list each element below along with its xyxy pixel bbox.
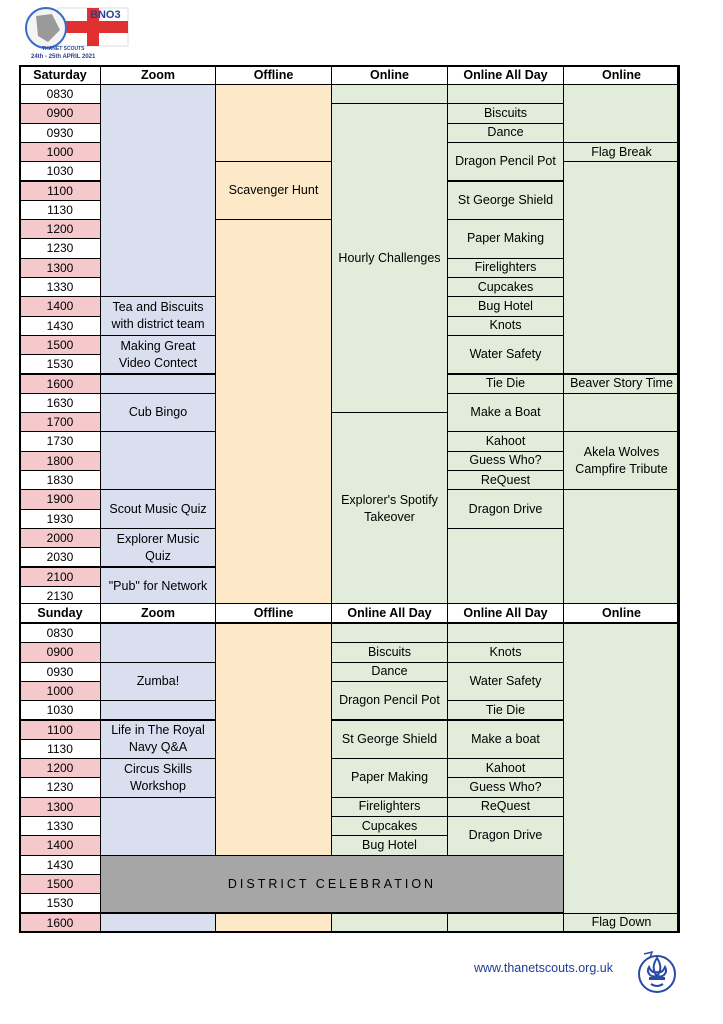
saturday-time-slot: 2000 — [19, 528, 101, 548]
saturday-activity-empty — [447, 84, 564, 104]
sunday-time-slot: 1100 — [19, 720, 101, 740]
saturday-activity-beaver-story-time: Beaver Story Time — [563, 374, 680, 394]
sunday-activity-empty — [331, 913, 448, 933]
sunday-time-slot: 1430 — [19, 855, 101, 875]
sunday-activity-empty — [100, 913, 216, 933]
sunday-header-0: Sunday — [19, 603, 101, 623]
sunday-activity-district-celebration: DISTRICT CELEBRATION — [100, 855, 564, 914]
saturday-activity-request: ReQuest — [447, 470, 564, 490]
saturday-activity-flag-break: Flag Break — [563, 142, 680, 162]
sunday-time-slot: 1000 — [19, 681, 101, 701]
sunday-header-1: Zoom — [100, 603, 216, 623]
saturday-activity-firelighters: Firelighters — [447, 258, 564, 278]
saturday-time-slot: 1400 — [19, 296, 101, 316]
sunday-activity-empty — [100, 797, 216, 856]
saturday-time-slot: 1130 — [19, 200, 101, 220]
sunday-time-slot: 0930 — [19, 662, 101, 682]
sunday-activity-dragon-drive: Dragon Drive — [447, 816, 564, 856]
sunday-time-slot: 1600 — [19, 913, 101, 933]
saturday-activity-tie-die: Tie Die — [447, 374, 564, 394]
saturday-time-slot: 2130 — [19, 586, 101, 606]
scout-fleur-de-lis-icon — [636, 946, 678, 996]
saturday-header-3: Online — [331, 65, 448, 85]
saturday-time-slot: 1700 — [19, 412, 101, 432]
saturday-time-slot: 0830 — [19, 84, 101, 104]
saturday-time-slot: 1600 — [19, 374, 101, 394]
sunday-activity-knots: Knots — [447, 642, 564, 662]
sunday-time-slot: 1030 — [19, 700, 101, 720]
saturday-activity-make-a-boat: Make a Boat — [447, 393, 564, 433]
saturday-time-slot: 1000 — [19, 142, 101, 162]
sunday-activity-zumba: Zumba! — [100, 662, 216, 702]
sunday-activity-cupcakes: Cupcakes — [331, 816, 448, 836]
saturday-time-slot: 1230 — [19, 238, 101, 258]
sunday-time-slot: 0900 — [19, 642, 101, 662]
saturday-activity-pub-for-network: "Pub" for Network — [100, 567, 216, 607]
sunday-activity-circus-skills-workshop: Circus Skills Workshop — [100, 758, 216, 798]
saturday-activity-cub-bingo: Cub Bingo — [100, 393, 216, 433]
sunday-activity-empty — [331, 623, 448, 643]
saturday-activity-dragon-pencil-pot: Dragon Pencil Pot — [447, 142, 564, 182]
sunday-time-slot: 1500 — [19, 874, 101, 894]
saturday-time-slot: 1030 — [19, 161, 101, 181]
saturday-activity-empty — [215, 84, 332, 162]
sunday-activity-empty — [215, 913, 332, 933]
saturday-time-slot: 1630 — [19, 393, 101, 413]
saturday-time-slot: 1500 — [19, 335, 101, 355]
saturday-time-slot: 1830 — [19, 470, 101, 490]
saturday-time-slot: 2030 — [19, 547, 101, 567]
saturday-header-5: Online — [563, 65, 680, 85]
saturday-time-slot: 1730 — [19, 431, 101, 451]
saturday-activity-empty — [563, 161, 680, 374]
saturday-activity-guess-who: Guess Who? — [447, 451, 564, 471]
sunday-time-slot: 1200 — [19, 758, 101, 778]
sunday-activity-flag-down: Flag Down — [563, 913, 680, 933]
sunday-activity-dragon-pencil-pot: Dragon Pencil Pot — [331, 681, 448, 721]
saturday-activity-explorer-s-spotify-takeover: Explorer's Spotify Takeover — [331, 412, 448, 606]
sunday-activity-empty — [563, 623, 680, 914]
saturday-activity-cupcakes: Cupcakes — [447, 277, 564, 297]
saturday-activity-empty — [563, 84, 680, 143]
saturday-activity-dance: Dance — [447, 123, 564, 143]
saturday-activity-hourly-challenges: Hourly Challenges — [331, 103, 448, 413]
saturday-activity-tea-and-biscuits-with-district-team: Tea and Biscuits with district team — [100, 296, 216, 336]
saturday-header-0: Saturday — [19, 65, 101, 85]
sunday-activity-water-safety: Water Safety — [447, 662, 564, 702]
sunday-time-slot: 1400 — [19, 835, 101, 855]
saturday-time-slot: 1430 — [19, 316, 101, 336]
sunday-activity-empty — [215, 623, 332, 856]
sunday-activity-biscuits: Biscuits — [331, 642, 448, 662]
saturday-activity-scout-music-quiz: Scout Music Quiz — [100, 489, 216, 529]
sunday-activity-make-a-boat: Make a boat — [447, 720, 564, 760]
sunday-activity-st-george-shield: St George Shield — [331, 720, 448, 760]
sunday-time-slot: 1300 — [19, 797, 101, 817]
sunday-time-slot: 1230 — [19, 777, 101, 797]
saturday-time-slot: 1100 — [19, 181, 101, 201]
saturday-activity-water-safety: Water Safety — [447, 335, 564, 375]
saturday-activity-empty — [331, 84, 448, 104]
sunday-header-3: Online All Day — [331, 603, 448, 623]
saturday-activity-dragon-drive: Dragon Drive — [447, 489, 564, 529]
saturday-activity-making-great-video-contect: Making Great Video Contect — [100, 335, 216, 375]
sunday-activity-empty — [447, 623, 564, 643]
saturday-header-4: Online All Day — [447, 65, 564, 85]
sunday-activity-empty — [100, 700, 216, 720]
sunday-activity-kahoot: Kahoot — [447, 758, 564, 778]
saturday-header-1: Zoom — [100, 65, 216, 85]
saturday-activity-st-george-shield: St George Shield — [447, 181, 564, 221]
sunday-activity-bug-hotel: Bug Hotel — [331, 835, 448, 855]
saturday-time-slot: 1900 — [19, 489, 101, 509]
saturday-time-slot: 1530 — [19, 354, 101, 374]
saturday-activity-kahoot: Kahoot — [447, 431, 564, 451]
logo-date: 24th - 25th APRIL 2021 — [31, 54, 96, 60]
sunday-header-5: Online — [563, 603, 680, 623]
sunday-header-4: Online All Day — [447, 603, 564, 623]
saturday-activity-bug-hotel: Bug Hotel — [447, 296, 564, 316]
sunday-activity-dance: Dance — [331, 662, 448, 682]
saturday-activity-biscuits: Biscuits — [447, 103, 564, 123]
sunday-activity-tie-die: Tie Die — [447, 700, 564, 720]
saturday-time-slot: 0900 — [19, 103, 101, 123]
sunday-activity-request: ReQuest — [447, 797, 564, 817]
saturday-time-slot: 1800 — [19, 451, 101, 471]
sunday-activity-empty — [447, 913, 564, 933]
saturday-activity-empty — [563, 489, 680, 606]
website-link[interactable]: www.thanetscouts.org.uk — [474, 961, 613, 975]
sunday-time-slot: 0830 — [19, 623, 101, 643]
sunday-activity-guess-who: Guess Who? — [447, 777, 564, 797]
saturday-activity-empty — [100, 84, 216, 297]
saturday-activity-scavenger-hunt: Scavenger Hunt — [215, 161, 332, 220]
sunday-activity-paper-making: Paper Making — [331, 758, 448, 798]
saturday-activity-empty — [563, 393, 680, 433]
saturday-time-slot: 2100 — [19, 567, 101, 587]
saturday-activity-empty — [100, 431, 216, 490]
saturday-activity-empty — [100, 374, 216, 394]
saturday-activity-empty — [215, 219, 332, 606]
sunday-activity-life-in-the-royal-navy-q-a: Life in The Royal Navy Q&A — [100, 720, 216, 760]
sunday-activity-firelighters: Firelighters — [331, 797, 448, 817]
sunday-time-slot: 1530 — [19, 893, 101, 913]
saturday-time-slot: 1200 — [19, 219, 101, 239]
saturday-activity-akela-wolves-campfire-tribute: Akela Wolves Campfire Tribute — [563, 431, 680, 490]
saturday-time-slot: 1930 — [19, 509, 101, 529]
sunday-activity-empty — [100, 623, 216, 663]
sunday-time-slot: 1330 — [19, 816, 101, 836]
svg-text:THANET SCOUTS: THANET SCOUTS — [42, 46, 85, 52]
saturday-activity-empty — [447, 528, 564, 606]
sunday-time-slot: 1130 — [19, 739, 101, 759]
saturday-time-slot: 0930 — [19, 123, 101, 143]
sunday-header-2: Offline — [215, 603, 332, 623]
saturday-activity-paper-making: Paper Making — [447, 219, 564, 259]
saturday-time-slot: 1300 — [19, 258, 101, 278]
saturday-activity-explorer-music-quiz: Explorer Music Quiz — [100, 528, 216, 568]
saturday-activity-knots: Knots — [447, 316, 564, 336]
logo-title: BNO3 — [90, 9, 121, 21]
saturday-time-slot: 1330 — [19, 277, 101, 297]
saturday-header-2: Offline — [215, 65, 332, 85]
